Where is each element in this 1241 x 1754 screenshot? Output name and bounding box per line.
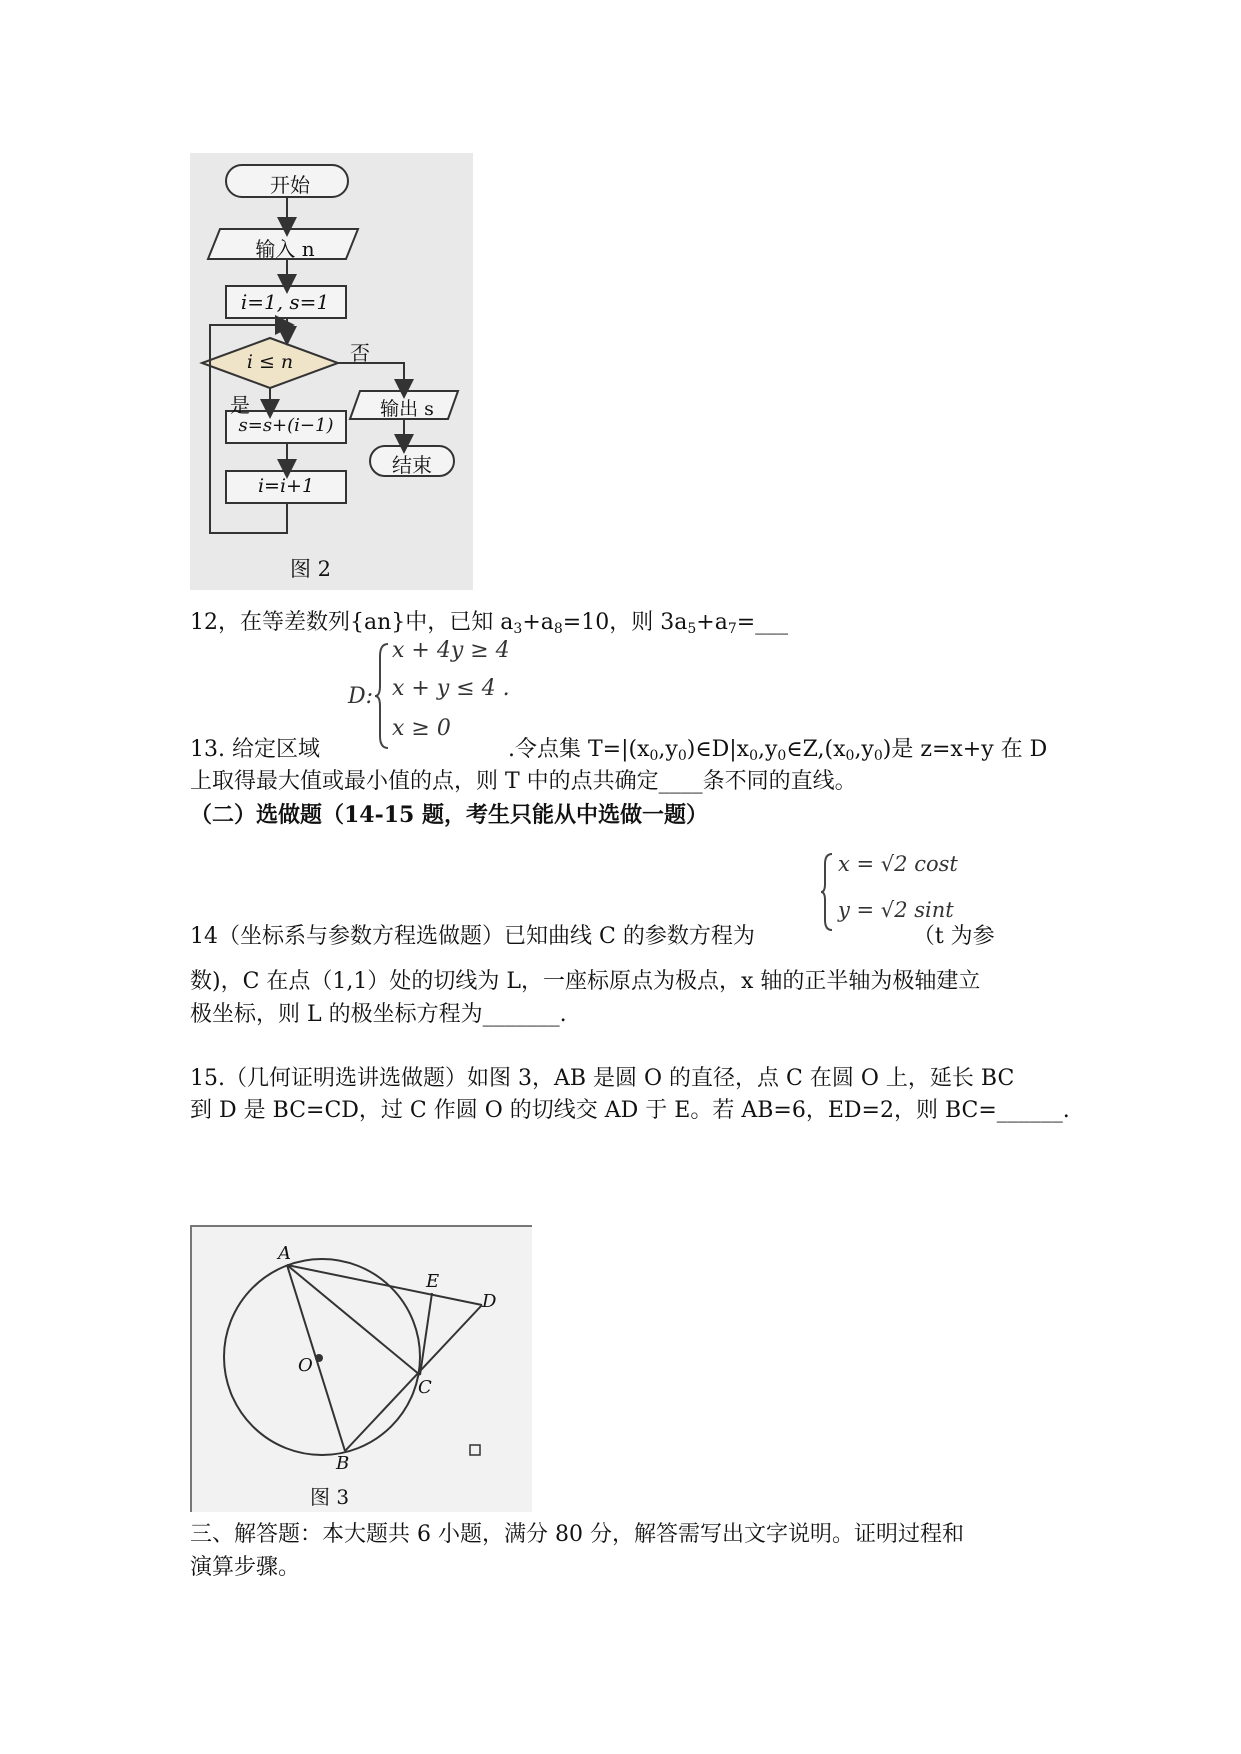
label-a: A: [278, 1243, 291, 1264]
flowchart-figure: [190, 153, 473, 590]
region-system: D: x + 4y ≥ 4 x + y ≤ 4 . x ≥ 0: [340, 638, 530, 758]
brace-icon: [820, 852, 834, 932]
question-14-line2: 数)，C 在点（1,1）处的切线为 L，一座标原点为极点，x 轴的正半轴为极轴建立: [190, 969, 981, 994]
label-c: C: [418, 1377, 432, 1398]
condition-label: i ≤ n: [246, 351, 294, 373]
question-15-line1: 15.（几何证明选讲选做题）如图 3，AB 是圆 O 的直径，点 C 在圆 O 上，延长 BC: [190, 1066, 1015, 1091]
geometry-figure: [190, 1225, 532, 1512]
section-3-line2: 演算步骤。: [190, 1555, 301, 1580]
output-label: 输出 s: [380, 398, 434, 420]
question-15-line2: 到 D 是 BC=CD，过 C 作圆 O 的切线交 AD 于 E。若 AB=6，ED=2，则 BC=______.: [190, 1098, 1070, 1123]
figure-caption: 图 3: [310, 1485, 350, 1509]
label-e: E: [426, 1271, 440, 1292]
label-d: D: [482, 1291, 497, 1312]
init-label: i=1, s=1: [240, 290, 330, 314]
label-b: B: [336, 1453, 350, 1474]
center-point: [315, 1354, 323, 1362]
tangent-ce: [420, 1293, 432, 1375]
input-label: 输入 n: [255, 237, 315, 261]
question-14-line1: 14（坐标系与参数方程选做题）已知曲线 C 的参数方程为 （t 为参: [190, 924, 995, 949]
question-13-line1: 13. 给定区域 .令点集 $T=|(x_0,y_0)\in D|x_0,y_0\in Z,(x_0,y_0)$是 z=x+y 在 D: [190, 737, 1048, 764]
question-14-line3: 极坐标，则 L 的极坐标方程为_______.: [190, 1002, 567, 1027]
figure-caption: 图 2: [290, 557, 332, 581]
end-label: 结束: [392, 453, 432, 477]
segment-ad: [287, 1265, 482, 1305]
label-o: O: [298, 1355, 313, 1376]
update-i-label: i=i+1: [257, 475, 315, 497]
parametric-system: x = √2 cost y = √2 sint: [820, 848, 970, 936]
section-2-heading: （二）选做题（14-15 题，考生只能从中选做一题）: [190, 802, 709, 828]
yes-label: 是: [230, 393, 250, 417]
square-mark: [470, 1445, 480, 1455]
start-label: 开始: [270, 173, 310, 197]
no-label: 否: [350, 341, 370, 365]
geometry-svg: [192, 1227, 532, 1512]
segment-bd: [345, 1305, 482, 1451]
brace-icon: [374, 642, 390, 750]
section-3-line1: 三、解答题：本大题共 6 小题，满分 80 分，解答需写出文字说明。证明过程和: [190, 1522, 964, 1547]
question-12: 12，在等差数列{an}中，已知 $a_3+a_8=10$，则 $3a_5+a_7=\_\_\_$: [190, 610, 789, 637]
question-13-line2: 上取得最大值或最小值的点，则 T 中的点共确定____条不同的直线。: [190, 769, 857, 794]
update-s-label: s=s+(i−1): [238, 415, 334, 436]
